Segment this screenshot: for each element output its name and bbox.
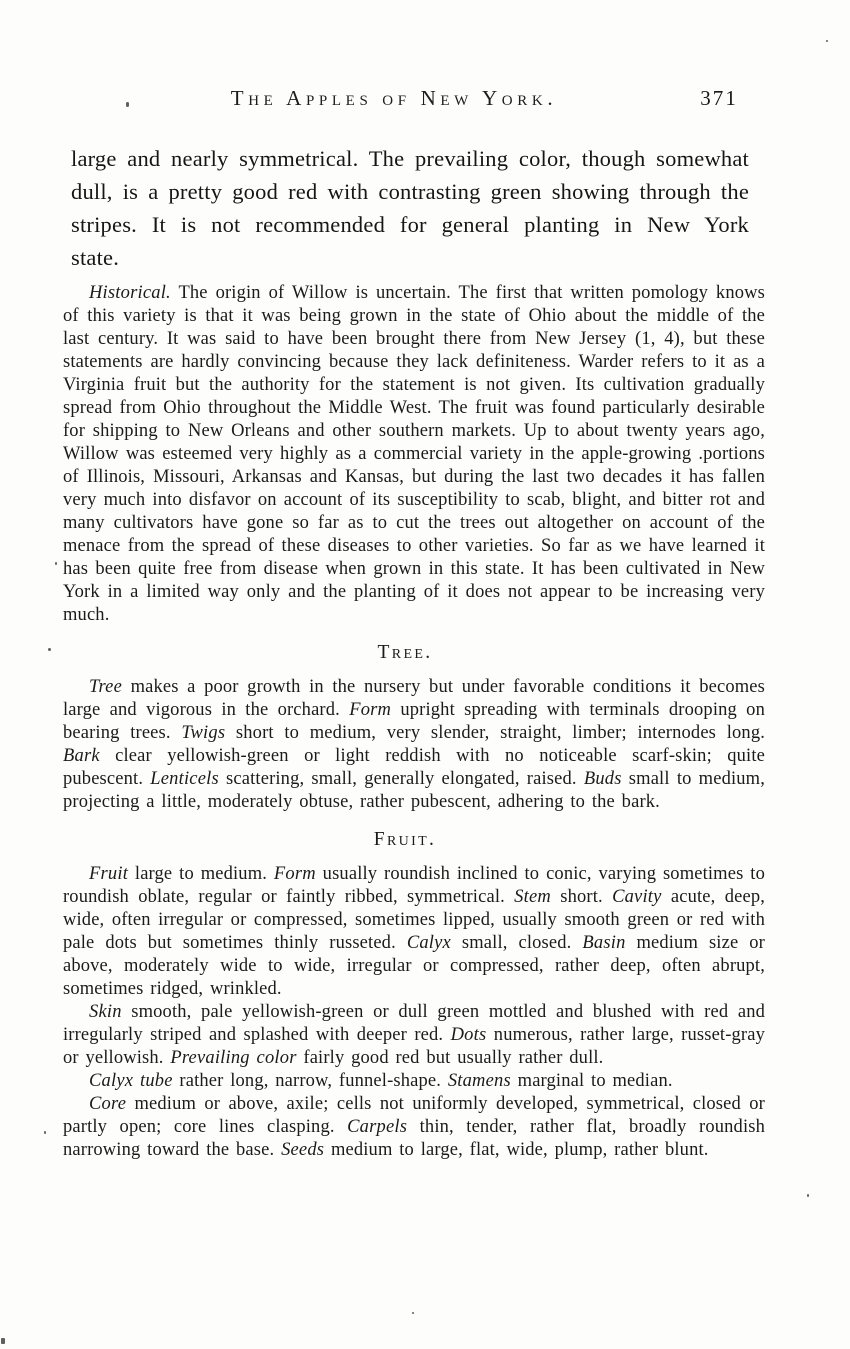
scan-artifact (48, 648, 51, 651)
page-number: 371 (700, 86, 738, 110)
historical-paragraph: Historical. The origin of Willow is uncertain. The first that written pomology knows of this variety is that it was being grown in the state of Ohio about the middle of the last century. It was said to have been brought there from New Jersey (1, 4), but these statements are hardly convincing because they lack definiteness. Warder refers to it as a Virginia fruit but the authority for the statement is not given. Its cultivation gradually spread from Ohio throughout the Middle West. The fruit was found particularly desirable for shipping to New Orleans and other southern markets. Up to about twenty years ago, Willow was esteemed very highly as a commercial variety in the apple-growing .portions of Illinois, Missouri, Arkansas and Kansas, but during the last two decades it has fallen very much into disfavor on account of its susceptibility to scab, blight, and bitter rot and many cultivators have gone so far as to cut the trees out altogether on account of the menace from the spread of these diseases to other varieties. So far as we have learned it has been quite free from disease when grown in this state. It has been cultivated in New York in a limited way only and the planting of it does not appear to be increasing very much. (63, 283, 765, 625)
intro-paragraph: large and nearly symmetrical. The prevailing color, though somewhat dull, is a pretty good red with contrasting green showing through the stripes. It is not recommended for general planting in New York state. (71, 146, 749, 270)
tree-paragraph: Tree makes a poor growth in the nursery but under favorable conditions it becomes large and vigorous in the orchard. Form upright spreading with terminals drooping on bearing trees. Twigs short to medium, very slender, straight, limber; internodes long. Bark clear yellowish-green or light reddish with no noticeable scarf-skin; quite pubescent. Lenticels scattering, small, generally elongated, raised. Buds small to medium, projecting a little, moderately obtuse, rather pubescent, adhering to the bark. (63, 677, 765, 812)
skin-paragraph: Skin smooth, pale yellowish-green or dull green mottled and blushed with red and irregularly striped and splashed with deeper red. Dots numerous, rather large, russet-gray or yellowish. Prevailing color fairly good red but usually rather dull. (63, 1002, 766, 1068)
page-header (0, 0, 850, 112)
scan-artifact (55, 562, 57, 565)
page-body (63, 142, 765, 1162)
scan-artifact (44, 1131, 46, 1134)
scan-artifact (126, 102, 129, 107)
scan-artifact (826, 40, 828, 42)
scan-artifact (1, 1338, 5, 1344)
tree-section-heading: Tree. (377, 642, 433, 663)
calyx-tube-paragraph: Calyx tube rather long, narrow, funnel-shape. Stamens marginal to median. (89, 1071, 673, 1091)
scan-artifact (412, 1312, 414, 1314)
fruit-paragraph: Fruit large to medium. Form usually roundish inclined to conic, varying sometimes to roundish oblate, regular or faintly ribbed, symmetrical. Stem short. Cavity acute, deep, wide, often irregular or compressed, sometimes lipped, usually smooth green or red with pale dots but sometimes thinly russeted. Calyx small, closed. Basin medium size or above, moderately wide to wide, irregular or compressed, rather deep, often abrupt, sometimes ridged, wrinkled. (63, 864, 765, 999)
running-title: The Apples of New York. (230, 86, 558, 110)
core-paragraph: Core medium or above, axile; cells not uniformly developed, symmetrical, closed or partly open; core lines clasping. Carpels thin, tender, rather flat, broadly roundish narrowing toward the base. Seeds medium to large, flat, wide, plump, rather blunt. (63, 1094, 765, 1160)
scan-artifact (807, 1194, 809, 1197)
fruit-section-heading: Fruit. (373, 829, 437, 850)
